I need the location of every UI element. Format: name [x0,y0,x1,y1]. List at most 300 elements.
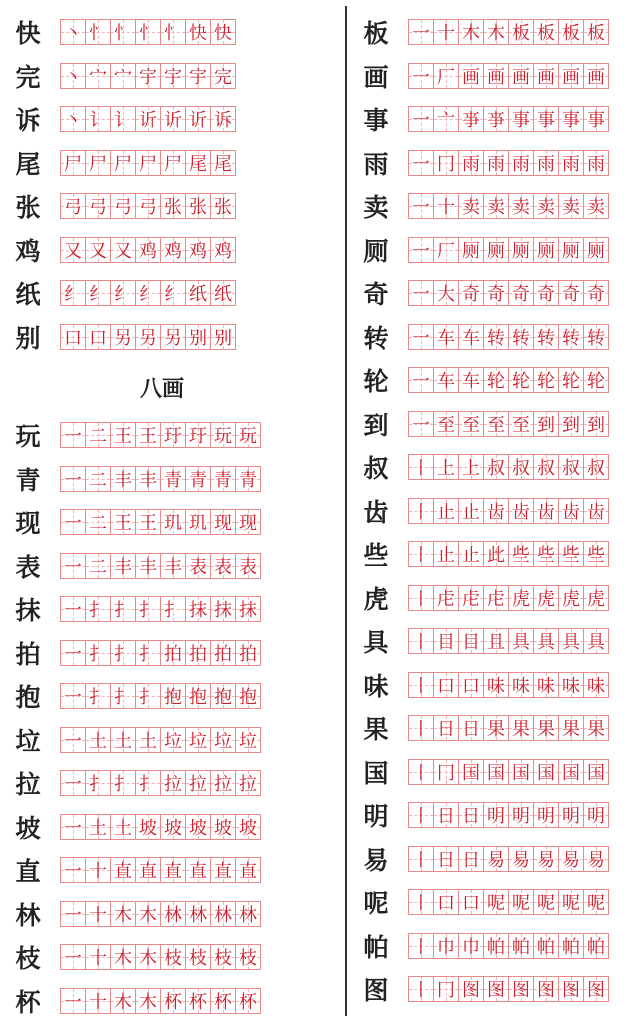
stroke-step: 拉 [189,774,207,795]
character-label: 拉 [15,770,41,799]
stroke-step: 国 [462,762,480,784]
stroke-cell [533,193,559,219]
stroke-step: 厕 [512,240,530,262]
stroke-cell [458,19,484,45]
stroke-cell [483,541,509,567]
character-row [8,979,260,1023]
stroke-step: 宇 [189,66,207,88]
stroke-cell [135,683,161,709]
stroke-step: 䜣 [189,110,207,131]
stroke-cell [60,422,86,448]
stroke-step: 虎 [562,588,580,610]
stroke-step: 抹 [239,600,257,621]
stroke-cell [533,367,559,393]
stroke-step: 木 [139,904,157,926]
stroke-cell [483,193,509,219]
stroke-cell [60,901,86,927]
stroke-step: 口 [462,893,480,914]
stroke-step: 亠 [437,110,455,131]
stroke-step: 奇 [562,284,580,305]
stroke-step: 丰 [139,556,157,578]
stroke-step: 齿 [512,501,530,523]
stroke-cell [160,150,186,176]
stroke-step: 虎 [537,588,555,610]
stroke-step: 目 [462,632,480,653]
stroke-cell [558,846,584,872]
stroke-step: 果 [537,719,555,740]
stroke-step: 车 [462,371,480,392]
stroke-step: 讠 [114,110,132,131]
stroke-cell [433,759,459,785]
stroke-cell [433,280,459,306]
stroke-cell [185,466,211,492]
stroke-cell [408,541,434,567]
stroke-cell [433,889,459,915]
stroke-cell [533,63,559,89]
stroke-cell [85,280,111,306]
stroke-step: 呢 [562,893,580,914]
stroke-grid [408,63,608,89]
character-row [356,532,608,576]
stroke-step: 厕 [587,240,605,262]
stroke-step: 扌 [139,774,157,795]
stroke-cell [583,715,609,741]
stroke-step: 轮 [587,371,605,392]
stroke-step: 一 [64,469,82,491]
stroke-cell [483,150,509,176]
stroke-cell [85,944,111,970]
stroke-cell [160,324,186,350]
stroke-cell [583,585,609,611]
stroke-step: 叔 [487,458,505,479]
stroke-step: 丨 [412,980,430,1001]
stroke-cell [160,640,186,666]
stroke-cell [583,280,609,306]
stroke-step: 鸡 [214,240,232,262]
stroke-step: 卖 [512,197,530,218]
stroke-step: 丨 [412,675,430,697]
stroke-step: 国 [562,762,580,784]
stroke-cell [185,193,211,219]
stroke-step: 奇 [487,284,505,305]
stroke-cell [408,19,434,45]
stroke-grid [60,640,260,666]
stroke-cell [60,770,86,796]
stroke-step: 板 [587,23,605,44]
stroke-cell [110,944,136,970]
stroke-cell [210,944,236,970]
stroke-step: 玑 [164,513,182,534]
stroke-cell [508,628,534,654]
stroke-grid [60,596,260,622]
character-row [8,315,235,359]
stroke-grid [60,727,260,753]
stroke-step: 一 [412,284,430,305]
stroke-step: 明 [487,806,505,827]
stroke-step: 些 [537,545,555,566]
stroke-step: 二 [89,426,107,447]
stroke-step: 十 [89,948,107,969]
character-label: 叔 [363,454,389,483]
stroke-grid [408,193,608,219]
stroke-step: 纸 [189,284,207,305]
stroke-cell [508,367,534,393]
stroke-cell [433,933,459,959]
stroke-step: 木 [487,23,505,44]
stroke-step: 宇 [164,66,182,88]
stroke-cell [60,727,86,753]
stroke-step: 帕 [537,936,555,958]
stroke-step: 丶 [64,110,82,131]
stroke-cell [60,509,86,535]
stroke-step: 直 [114,861,132,882]
stroke-cell [408,411,434,437]
stroke-step: 呢 [537,893,555,914]
stroke-step: 玑 [189,513,207,534]
stroke-cell [433,585,459,611]
character-row [8,184,235,228]
stroke-step: 巾 [437,936,455,958]
stroke-cell [433,367,459,393]
stroke-cell [558,585,584,611]
stroke-cell [160,814,186,840]
stroke-step: 雨 [562,153,580,175]
stroke-cell [458,367,484,393]
stroke-cell [408,498,434,524]
stroke-step: 丶 [64,23,82,44]
stroke-cell [235,509,261,535]
stroke-step: 木 [114,991,132,1013]
stroke-cell [483,411,509,437]
stroke-step: 口 [462,675,480,697]
stroke-step: 日 [437,806,455,827]
stroke-step: 坡 [214,817,232,839]
character-label: 尾 [15,149,41,179]
stroke-grid [60,901,260,927]
character-row [356,880,608,924]
stroke-step: 坡 [164,817,182,839]
stroke-cell [235,553,261,579]
stroke-step: 尾 [189,153,207,175]
stroke-cell [60,553,86,579]
stroke-cell [583,541,609,567]
stroke-cell [160,237,186,263]
stroke-step: 到 [562,414,580,436]
stroke-step: 枝 [214,948,232,969]
stroke-cell [558,324,584,350]
stroke-step: 王 [114,513,132,534]
stroke-cell [533,106,559,132]
stroke-step: 林 [239,904,257,926]
stroke-cell [458,889,484,915]
stroke-cell [558,889,584,915]
stroke-grid [408,846,608,872]
stroke-step: 林 [164,904,182,926]
stroke-step: 明 [537,806,555,827]
stroke-step: 一 [64,991,82,1013]
stroke-step: 一 [64,556,82,578]
character-row [356,358,608,402]
stroke-step: 事 [537,110,555,131]
stroke-cell [210,683,236,709]
stroke-cell [558,411,584,437]
character-row [8,718,260,762]
stroke-cell [210,727,236,753]
character-row [8,631,260,675]
stroke-cell [235,422,261,448]
stroke-step: 止 [462,501,480,523]
character-row [356,97,608,141]
stroke-step: 转 [512,327,530,349]
character-row [8,500,260,544]
stroke-cell [160,193,186,219]
stroke-step: 又 [89,240,107,262]
stroke-step: 䜣 [139,110,157,131]
stroke-step: 虎 [512,588,530,610]
stroke-step: 画 [537,66,555,88]
character-row [356,489,608,533]
stroke-step: 一 [64,643,82,665]
stroke-cell [458,193,484,219]
stroke-step: 一 [64,730,82,752]
stroke-step: 弓 [114,197,132,218]
stroke-cell [558,106,584,132]
stroke-cell [60,944,86,970]
stroke-step: 直 [139,861,157,882]
stroke-step: 䜣 [164,110,182,131]
stroke-step: 一 [64,513,82,534]
character-row [356,271,608,315]
stroke-step: 纟 [89,284,107,305]
stroke-cell [583,498,609,524]
character-row [8,10,235,54]
stroke-step: 车 [437,371,455,392]
stroke-step: 垃 [214,730,232,752]
character-label: 玩 [15,422,41,451]
stroke-cell [458,498,484,524]
stroke-grid [60,814,260,840]
stroke-step: 画 [587,66,605,88]
stroke-step: 表 [239,556,257,578]
stroke-step: 图 [537,980,555,1001]
character-label: 张 [15,193,41,222]
stroke-step: 日 [437,849,455,871]
stroke-step: 又 [64,240,82,262]
stroke-cell [433,976,459,1002]
stroke-step: 直 [214,861,232,882]
stroke-step: 青 [239,469,257,491]
stroke-cell [558,367,584,393]
stroke-step: 扌 [139,600,157,621]
stroke-step: 拉 [214,774,232,795]
stroke-cell [60,596,86,622]
stroke-cell [235,727,261,753]
character-label: 完 [15,62,41,92]
stroke-cell [235,683,261,709]
stroke-step: 别 [214,327,232,349]
stroke-step: 张 [214,197,232,218]
stroke-cell [85,596,111,622]
stroke-grid [60,857,260,883]
stroke-step: 果 [487,719,505,740]
stroke-grid [408,19,608,45]
stroke-cell [60,193,86,219]
stroke-cell [508,672,534,698]
stroke-cell [85,988,111,1014]
stroke-step: 日 [462,806,480,827]
stroke-step: 奇 [462,284,480,305]
stroke-cell [583,976,609,1002]
stroke-cell [483,280,509,306]
stroke-step: 果 [587,719,605,740]
stroke-grid [408,454,608,480]
stroke-cell [185,857,211,883]
stroke-step: 齿 [537,501,555,523]
stroke-step: 拉 [239,774,257,795]
stroke-step: 一 [64,948,82,969]
stroke-cell [60,988,86,1014]
stroke-cell [110,422,136,448]
stroke-step: 尸 [114,153,132,175]
stroke-step: 板 [562,23,580,44]
stroke-cell [433,541,459,567]
stroke-step: 亊 [487,110,505,131]
stroke-cell [433,19,459,45]
stroke-step: 些 [512,545,530,566]
stroke-grid [408,759,608,785]
stroke-step: 明 [562,806,580,827]
stroke-cell [483,367,509,393]
stroke-grid [408,280,608,306]
stroke-step: 杯 [164,991,182,1013]
stroke-step: 木 [139,948,157,969]
character-label: 垃 [15,726,41,756]
character-label: 诉 [15,106,41,135]
stroke-cell [583,63,609,89]
stroke-step: 土 [114,730,132,752]
character-row [356,141,608,185]
stroke-cell [110,683,136,709]
stroke-step: 十 [89,904,107,926]
stroke-cell [483,976,509,1002]
stroke-cell [235,944,261,970]
stroke-step: 一 [64,687,82,708]
stroke-cell [110,727,136,753]
character-row [8,54,235,98]
stroke-grid [60,466,260,492]
stroke-cell [533,802,559,828]
character-label: 奇 [363,280,389,309]
character-row [356,576,608,620]
stroke-cell [508,759,534,785]
stroke-cell [508,454,534,480]
stroke-step: 鸡 [189,240,207,262]
stroke-step: 厕 [537,240,555,262]
stroke-cell [533,672,559,698]
stroke-cell [508,63,534,89]
stroke-cell [85,727,111,753]
stroke-cell [85,422,111,448]
stroke-cell [110,770,136,796]
stroke-step: 图 [487,980,505,1001]
stroke-cell [433,628,459,654]
stroke-step: 丨 [412,588,430,610]
stroke-cell [60,640,86,666]
stroke-cell [533,498,559,524]
stroke-grid [408,367,608,393]
stroke-step: 坡 [189,817,207,839]
stroke-step: 日 [437,719,455,740]
stroke-cell [583,106,609,132]
stroke-step: 纟 [64,284,82,305]
stroke-cell [110,324,136,350]
stroke-cell [558,759,584,785]
stroke-step: 垃 [189,730,207,752]
stroke-step: 尸 [89,153,107,175]
character-row [356,750,608,794]
stroke-step: 玗 [164,426,182,447]
stroke-cell [210,988,236,1014]
stroke-step: 到 [537,414,555,436]
character-label: 帕 [363,932,389,962]
stroke-step: 些 [587,545,605,566]
stroke-step: 抱 [189,687,207,708]
stroke-step: 易 [562,849,580,871]
stroke-cell [110,988,136,1014]
stroke-step: 丨 [412,501,430,523]
stroke-cell [433,411,459,437]
stroke-cell [558,193,584,219]
stroke-step: 转 [587,327,605,349]
stroke-step: 二 [89,556,107,578]
stroke-step: 画 [562,66,580,88]
stroke-step: 呢 [487,893,505,914]
stroke-cell [483,846,509,872]
stroke-cell [110,150,136,176]
character-label: 现 [15,509,41,538]
stroke-grid [60,63,235,89]
stroke-cell [533,715,559,741]
stroke-step: 事 [512,110,530,131]
stroke-cell [235,596,261,622]
stroke-step: 杯 [214,991,232,1013]
stroke-step: 画 [512,66,530,88]
stroke-step: 转 [487,327,505,349]
stroke-cell [110,553,136,579]
stroke-step: 厂 [437,66,455,88]
stroke-grid [60,553,260,579]
stroke-cell [60,683,86,709]
character-label: 味 [363,671,389,701]
stroke-step: 帕 [587,936,605,958]
stroke-grid [408,237,608,263]
stroke-cell [458,454,484,480]
stroke-cell [533,846,559,872]
stroke-step: 具 [587,632,605,653]
stroke-cell [458,802,484,828]
stroke-step: 土 [139,730,157,752]
stroke-step: 轮 [562,371,580,392]
stroke-step: 丨 [412,632,430,653]
stroke-step: 扌 [89,643,107,665]
stroke-cell [85,466,111,492]
stroke-step: 叔 [512,458,530,479]
stroke-step: 易 [512,849,530,871]
stroke-cell [135,19,161,45]
stroke-step: 忄 [114,23,132,44]
stroke-grid [408,498,608,524]
character-row [356,706,608,750]
